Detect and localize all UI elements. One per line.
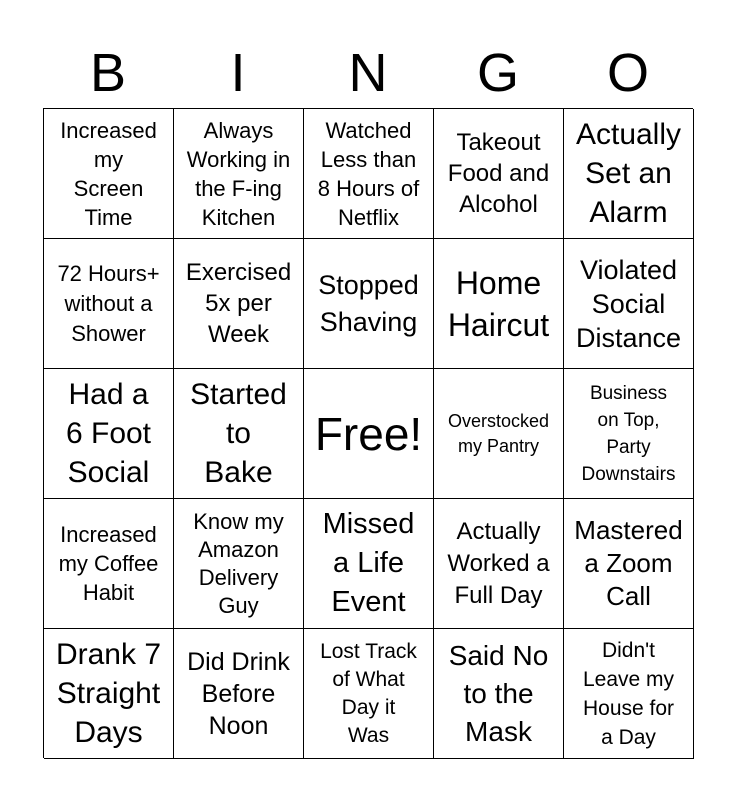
bingo-cell-r3-c4[interactable]: [434, 369, 564, 499]
cell-text: Exercised 5x per Week: [185, 259, 292, 348]
bingo-cell-r2-c4[interactable]: [434, 239, 564, 369]
cell-text: Didn't Leave my House for a Day: [582, 638, 675, 749]
bingo-cell-r5-c4[interactable]: [434, 629, 564, 759]
cell-text: Actually Worked a Full Day: [447, 517, 550, 609]
bingo-cell-r4-c4[interactable]: [434, 499, 564, 629]
cell-text: Watched Less than 8 Hours of Netflix: [317, 117, 420, 230]
cell-text: Home Haircut: [447, 264, 550, 343]
bingo-cell-r1-c1[interactable]: [44, 109, 174, 239]
cell-text: Had a 6 Foot Social: [65, 378, 152, 489]
cell-text: Drank 7 Straight Days: [55, 638, 162, 749]
cell-text: Increased my Screen Time: [60, 117, 157, 230]
bingo-cell-r2-c1[interactable]: [44, 239, 174, 369]
cell-text: Missed a Life Event: [322, 508, 415, 618]
cell-text: Overstocked my Pantry: [447, 410, 550, 456]
cell-text: Increased my Coffee Habit: [58, 522, 159, 605]
bingo-cell-r3-c5[interactable]: [564, 369, 694, 499]
bingo-cell-r5-c1[interactable]: [44, 629, 174, 759]
cell-text: Said No to the Mask: [448, 639, 549, 747]
header-letter-n: N: [348, 43, 388, 103]
bingo-cell-r2-c5[interactable]: [564, 239, 694, 369]
bingo-cell-r4-c2[interactable]: [174, 499, 304, 629]
bingo-cell-r1-c2[interactable]: [174, 109, 304, 239]
cell-text: Business on Top, Party Downstairs: [581, 382, 676, 485]
bingo-cell-r1-c3[interactable]: [304, 109, 434, 239]
cell-text: Stopped Shaving: [318, 269, 419, 337]
header-letter-g: G: [476, 43, 519, 103]
bingo-cell-r2-c3[interactable]: [304, 239, 434, 369]
bingo-cell-r3-c1[interactable]: [44, 369, 174, 499]
cell-text: Actually Set an Alarm: [575, 118, 682, 229]
header-letter-o: O: [606, 43, 649, 103]
bingo-cell-r1-c5[interactable]: [564, 109, 694, 239]
cell-text: Lost Track of What Day it Was: [320, 639, 417, 747]
bingo-cell-r4-c3[interactable]: [304, 499, 434, 629]
cell-text: 72 Hours+ without a Shower: [57, 260, 160, 346]
bingo-header: [43, 40, 693, 106]
header-letter-b: B: [89, 43, 127, 103]
cell-text: Mastered a Zoom Call: [574, 515, 683, 611]
bingo-cell-r4-c5[interactable]: [564, 499, 694, 629]
bingo-cell-r2-c2[interactable]: [174, 239, 304, 369]
header-letter-i: I: [230, 43, 246, 103]
cell-text: Know my Amazon Delivery Guy: [193, 508, 284, 618]
bingo-cell-r1-c4[interactable]: [434, 109, 564, 239]
cell-text: Always Working in the F-ing Kitchen: [186, 117, 291, 230]
free-space-label: Free!: [314, 407, 423, 460]
bingo-board: [43, 108, 693, 758]
cell-text: Takeout Food and Alcohol: [447, 129, 550, 218]
cell-text: Started to Bake: [190, 378, 287, 489]
bingo-cell-r5-c2[interactable]: [174, 629, 304, 759]
cell-text: Violated Social Distance: [575, 254, 682, 353]
bingo-cell-r4-c1[interactable]: [44, 499, 174, 629]
cell-text: Did Drink Before Noon: [187, 647, 290, 740]
bingo-cell-r5-c3[interactable]: [304, 629, 434, 759]
bingo-cell-r3-c2[interactable]: [174, 369, 304, 499]
bingo-cell-r5-c5[interactable]: [564, 629, 694, 759]
bingo-cell-r3-c3[interactable]: [304, 369, 434, 499]
